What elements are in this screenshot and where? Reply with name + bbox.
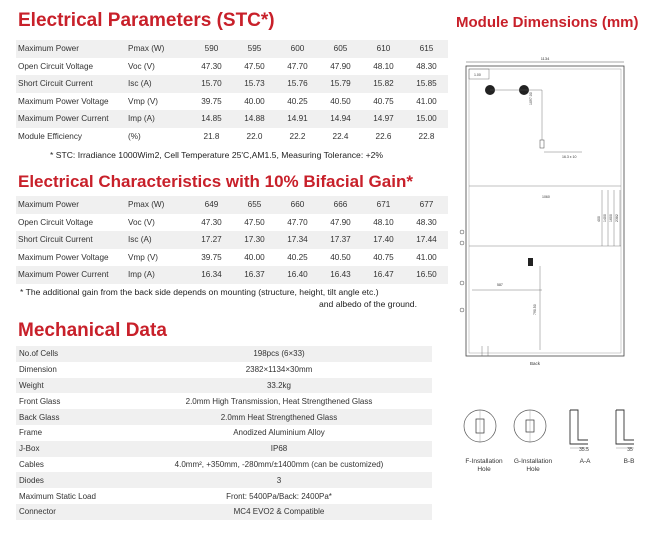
cell-value: 40.50 bbox=[319, 249, 362, 267]
cell-value: 40.25 bbox=[276, 249, 319, 267]
table-row bbox=[16, 409, 432, 425]
cell-value: 22.6 bbox=[362, 128, 405, 146]
mechanical-section-title: Mechanical Data bbox=[18, 320, 167, 341]
stc-parameters-table bbox=[16, 40, 448, 145]
caption-line: F-Installation bbox=[465, 458, 503, 465]
table-row bbox=[16, 58, 448, 76]
row-symbol: Voc (V) bbox=[126, 58, 190, 76]
f-installation-caption bbox=[459, 458, 509, 474]
cell-value: 16.43 bbox=[319, 266, 362, 284]
spec-value: 3 bbox=[126, 472, 432, 488]
spec-value: 33.2kg bbox=[126, 378, 432, 394]
cell-value: 47.30 bbox=[190, 58, 233, 76]
cell-value: 40.75 bbox=[362, 93, 405, 111]
cell-value: 595 bbox=[233, 40, 276, 58]
table-row bbox=[16, 441, 432, 457]
cell-value: 615 bbox=[405, 40, 448, 58]
cell-value: 22.8 bbox=[405, 128, 448, 146]
cell-value: 16.40 bbox=[276, 266, 319, 284]
cell-value: 47.50 bbox=[233, 214, 276, 232]
cell-value: 17.30 bbox=[233, 231, 276, 249]
lower-junction-box-icon bbox=[528, 258, 533, 266]
row-symbol: Vmp (V) bbox=[126, 93, 190, 111]
spec-label: Dimension bbox=[16, 362, 126, 378]
cell-value: 48.30 bbox=[405, 58, 448, 76]
spec-value: 4.0mm², +350mm, -280mm/±1400mm (can be customized) bbox=[126, 457, 432, 473]
row-symbol: Voc (V) bbox=[126, 214, 190, 232]
spec-label: Diodes bbox=[16, 472, 126, 488]
row-symbol: Pmax (W) bbox=[126, 196, 190, 214]
row-symbol: Isc (A) bbox=[126, 231, 190, 249]
length-label-1: 400 bbox=[597, 216, 601, 222]
mount-label: 1097.00 bbox=[529, 92, 533, 105]
spec-value: 2.0mm High Transmission, Heat Strengthened Glass bbox=[126, 393, 432, 409]
cell-value: 15.79 bbox=[319, 75, 362, 93]
cell-value: 15.85 bbox=[405, 75, 448, 93]
table-row bbox=[16, 472, 432, 488]
table-row bbox=[16, 93, 448, 111]
top-left-label: 1.00 bbox=[474, 73, 481, 77]
table-row bbox=[16, 504, 432, 520]
cell-value: 14.91 bbox=[276, 110, 319, 128]
cell-value: 15.76 bbox=[276, 75, 319, 93]
spec-value: 2.0mm Heat Strengthened Glass bbox=[126, 409, 432, 425]
bb-dimension-label: 35 bbox=[627, 447, 633, 453]
cell-value: 47.50 bbox=[233, 58, 276, 76]
length-label-2: 1400 bbox=[603, 214, 607, 222]
table-row bbox=[16, 488, 432, 504]
mid-label: 1060 bbox=[542, 195, 550, 199]
spec-value: Front: 5400Pa/Back: 2400Pa* bbox=[126, 488, 432, 504]
cell-value: 649 bbox=[190, 196, 233, 214]
cell-value: 47.70 bbox=[276, 58, 319, 76]
spec-value: Anodized Aluminium Alloy bbox=[126, 425, 432, 441]
cell-value: 17.44 bbox=[405, 231, 448, 249]
cell-value: 666 bbox=[319, 196, 362, 214]
bifacial-section-title: Electrical Characteristics with 10% Bifacial Gain* bbox=[18, 172, 413, 191]
spec-value: MC4 EVO2 & Compatible bbox=[126, 504, 432, 520]
cell-value: 47.90 bbox=[319, 214, 362, 232]
cell-value: 17.40 bbox=[362, 231, 405, 249]
spec-label: J-Box bbox=[16, 441, 126, 457]
spec-label: Back Glass bbox=[16, 409, 126, 425]
cell-value: 15.73 bbox=[233, 75, 276, 93]
row-symbol: Vmp (V) bbox=[126, 249, 190, 267]
row-symbol: Imp (A) bbox=[126, 110, 190, 128]
spec-value: 198pcs (6×33) bbox=[126, 346, 432, 362]
table-row bbox=[16, 393, 432, 409]
spec-label: Cables bbox=[16, 457, 126, 473]
row-symbol: Isc (A) bbox=[126, 75, 190, 93]
dimensions-section-title: Module Dimensions (mm) bbox=[456, 14, 639, 31]
cell-value: 48.10 bbox=[362, 214, 405, 232]
cell-value: 600 bbox=[276, 40, 319, 58]
cell-value: 14.94 bbox=[319, 110, 362, 128]
spec-label: Weight bbox=[16, 378, 126, 394]
cell-value: 40.50 bbox=[319, 93, 362, 111]
table-row bbox=[16, 457, 432, 473]
back-view-label: Back bbox=[530, 361, 541, 366]
side-hole-icon bbox=[460, 230, 464, 234]
table-row bbox=[16, 110, 448, 128]
cell-value: 22.4 bbox=[319, 128, 362, 146]
g-installation-caption bbox=[507, 458, 559, 474]
cell-value: 605 bbox=[319, 40, 362, 58]
cell-value: 40.00 bbox=[233, 93, 276, 111]
cell-value: 41.00 bbox=[405, 93, 448, 111]
side-hole-icon bbox=[460, 241, 464, 245]
table-row bbox=[16, 249, 448, 267]
row-label: Maximum Power Current bbox=[16, 110, 126, 128]
table-row bbox=[16, 128, 448, 146]
bb-caption: B-B bbox=[623, 458, 635, 465]
row-label: Maximum Power Current bbox=[16, 266, 126, 284]
table-row bbox=[16, 378, 432, 394]
cell-value: 14.88 bbox=[233, 110, 276, 128]
cell-value: 48.10 bbox=[362, 58, 405, 76]
hole-label: 16.3 x 10 bbox=[562, 155, 577, 159]
stc-footnote: * STC: Irradiance 1000Wim2, Cell Temperature 25'C,AM1.5, Measuring Tolerance: +2% bbox=[50, 150, 384, 160]
cell-value: 39.75 bbox=[190, 93, 233, 111]
row-label: Open Circuit Voltage bbox=[16, 214, 126, 232]
cell-value: 15.00 bbox=[405, 110, 448, 128]
spec-label: Connector bbox=[16, 504, 126, 520]
table-row bbox=[16, 40, 448, 58]
aa-caption: A-A bbox=[579, 458, 591, 465]
bifacial-footnote-line1: * The additional gain from the back side depends on mounting (structure, height, tilt angle etc.) bbox=[20, 287, 379, 297]
cell-value: 16.50 bbox=[405, 266, 448, 284]
row-label: Maximum Power Voltage bbox=[16, 93, 126, 111]
spec-label: Maximum Static Load bbox=[16, 488, 126, 504]
cell-value: 40.00 bbox=[233, 249, 276, 267]
cell-value: 17.34 bbox=[276, 231, 319, 249]
cell-value: 22.2 bbox=[276, 128, 319, 146]
width-label: 1134 bbox=[540, 56, 550, 61]
caption-line: G-Installation bbox=[513, 458, 553, 465]
table-row bbox=[16, 75, 448, 93]
cell-value: 16.47 bbox=[362, 266, 405, 284]
cell-value: 41.00 bbox=[405, 249, 448, 267]
mechanical-data-table bbox=[16, 346, 432, 520]
cell-value: 671 bbox=[362, 196, 405, 214]
table-row bbox=[16, 266, 448, 284]
cell-value: 48.30 bbox=[405, 214, 448, 232]
module-outline bbox=[466, 66, 624, 356]
aa-section-profile bbox=[570, 410, 588, 444]
cell-value: 677 bbox=[405, 196, 448, 214]
caption-line: Hole bbox=[526, 466, 540, 473]
cell-value: 16.37 bbox=[233, 266, 276, 284]
cell-value: 15.70 bbox=[190, 75, 233, 93]
table-row bbox=[16, 362, 432, 378]
small-label: 587 bbox=[497, 283, 503, 287]
bifacial-parameters-table bbox=[16, 196, 448, 284]
row-label: Open Circuit Voltage bbox=[16, 58, 126, 76]
cell-value: 655 bbox=[233, 196, 276, 214]
cell-value: 590 bbox=[190, 40, 233, 58]
side-hole-icon bbox=[460, 281, 464, 285]
side-hole-icon bbox=[460, 308, 464, 312]
table-row bbox=[16, 214, 448, 232]
row-label: Module Efficiency bbox=[16, 128, 126, 146]
bifacial-footnote-line2: and albedo of the ground. bbox=[319, 299, 417, 309]
cell-value: 14.97 bbox=[362, 110, 405, 128]
row-label: Maximum Power bbox=[16, 40, 126, 58]
cell-value: 21.8 bbox=[190, 128, 233, 146]
row-label: Maximum Power bbox=[16, 196, 126, 214]
cell-value: 15.82 bbox=[362, 75, 405, 93]
length-label-4: 2382 bbox=[615, 214, 619, 222]
row-symbol: (%) bbox=[126, 128, 190, 146]
row-symbol: Pmax (W) bbox=[126, 40, 190, 58]
cell-value: 660 bbox=[276, 196, 319, 214]
bottom-right-label: 790.50 bbox=[533, 304, 537, 315]
row-label: Short Circuit Current bbox=[16, 75, 126, 93]
bb-section-profile bbox=[616, 410, 634, 444]
stc-section-title: Electrical Parameters (STC*) bbox=[18, 10, 275, 31]
cell-value: 17.27 bbox=[190, 231, 233, 249]
spec-value: 2382×1134×30mm bbox=[126, 362, 432, 378]
spec-label: No.of Cells bbox=[16, 346, 126, 362]
spec-label: Frame bbox=[16, 425, 126, 441]
cell-value: 47.90 bbox=[319, 58, 362, 76]
aa-dimension-label: 35.5 bbox=[579, 447, 589, 453]
cell-value: 47.70 bbox=[276, 214, 319, 232]
cell-value: 16.34 bbox=[190, 266, 233, 284]
row-symbol: Imp (A) bbox=[126, 266, 190, 284]
installation-detail-drawings bbox=[458, 402, 638, 454]
row-label: Short Circuit Current bbox=[16, 231, 126, 249]
cell-value: 40.75 bbox=[362, 249, 405, 267]
cell-value: 40.25 bbox=[276, 93, 319, 111]
cell-value: 17.37 bbox=[319, 231, 362, 249]
length-label-3: 1600 bbox=[609, 214, 613, 222]
cell-value: 39.75 bbox=[190, 249, 233, 267]
table-row bbox=[16, 196, 448, 214]
spec-label: Front Glass bbox=[16, 393, 126, 409]
spec-value: IP68 bbox=[126, 441, 432, 457]
cell-value: 47.30 bbox=[190, 214, 233, 232]
table-row bbox=[16, 231, 448, 249]
caption-line: Hole bbox=[477, 466, 491, 473]
cell-value: 14.85 bbox=[190, 110, 233, 128]
table-row bbox=[16, 425, 432, 441]
table-row bbox=[16, 346, 432, 362]
row-label: Maximum Power Voltage bbox=[16, 249, 126, 267]
cell-value: 610 bbox=[362, 40, 405, 58]
module-dimension-drawing bbox=[452, 50, 662, 395]
cell-value: 22.0 bbox=[233, 128, 276, 146]
